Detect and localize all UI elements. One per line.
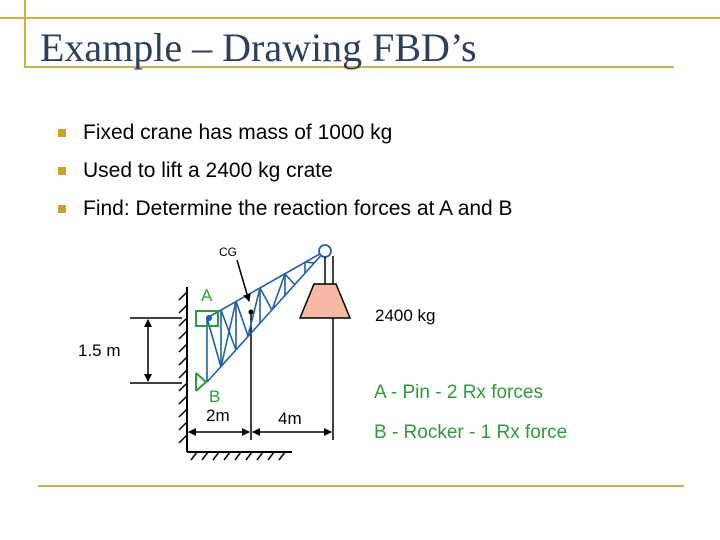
- point-a-label: A: [201, 286, 213, 305]
- point-b-label: B: [209, 387, 221, 406]
- rocker-support-b: [196, 373, 206, 391]
- crate: [300, 284, 350, 318]
- height-dimension-label: 1.5 m: [78, 341, 121, 360]
- ground: [187, 452, 292, 460]
- cg-point: [249, 310, 254, 315]
- cg-label: CG: [219, 245, 237, 259]
- wall: [179, 287, 187, 452]
- note-pin-a: A - Pin - 2 Rx forces: [374, 382, 543, 403]
- bullet-text: Find: Determine the reaction forces at A and B: [83, 197, 513, 220]
- crate-mass-label: 2400 kg: [375, 306, 436, 325]
- note-rocker-b: B - Rocker - 1 Rx force: [374, 422, 568, 443]
- height-dimension: [130, 318, 182, 383]
- pulley-icon: [319, 245, 331, 257]
- cg-arrow: [237, 260, 249, 301]
- bullet-text: Fixed crane has mass of 1000 kg: [83, 121, 393, 144]
- dimension-2m-label: 2m: [206, 406, 230, 425]
- slide-title: Example – Drawing FBD’s: [40, 25, 477, 70]
- bullet-text: Used to lift a 2400 kg crate: [83, 159, 333, 182]
- dimension-4m-label: 4m: [278, 409, 302, 428]
